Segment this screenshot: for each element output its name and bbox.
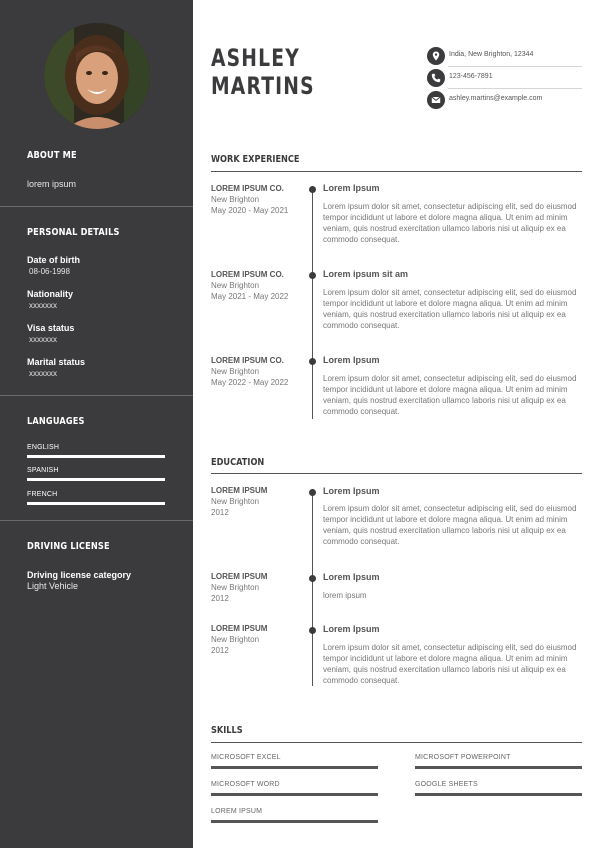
contact-address bbox=[427, 46, 582, 68]
skill-level-fill bbox=[415, 793, 582, 796]
language-level-fill bbox=[27, 502, 165, 505]
skill-level-bar bbox=[415, 766, 582, 769]
visa-label: Visa status bbox=[27, 323, 75, 333]
marital-value: xxxxxxx bbox=[29, 369, 57, 378]
company-name: LOREM IPSUM CO. bbox=[211, 270, 284, 279]
skill-level-bar bbox=[211, 766, 378, 769]
timeline-dot bbox=[309, 575, 316, 582]
language-level-fill bbox=[27, 478, 165, 481]
skill-level-bar bbox=[211, 793, 378, 796]
job-description: Lorem ipsum dolor sit amet, consectetur adipiscing elit, sed do eiusmod tempor incididunt ut labore et dolore magna aliqua. Ut enim ad minim veniam, quis nostrud exercitation ullamco laboris nisi ut aliquip ex ea commodo consequat. bbox=[323, 288, 577, 330]
section-divider bbox=[211, 742, 582, 743]
section-divider bbox=[211, 171, 582, 172]
skill-level-fill bbox=[211, 793, 378, 796]
profile-photo bbox=[44, 23, 150, 129]
company-location: New Brighton bbox=[211, 367, 260, 376]
education-entry-meta bbox=[211, 486, 306, 517]
job-description: Lorem ipsum dolor sit amet, consectetur adipiscing elit, sed do eiusmod tempor incididunt ut labore et dolore magna aliqua. Ut enim ad minim veniam, quis nostrud exercitation ullamco laboris nisi ut aliquip ex ea commodo consequat. bbox=[323, 374, 577, 416]
dob-label: Date of birth bbox=[27, 255, 80, 265]
graduation-year: 2012 bbox=[211, 594, 229, 603]
section-divider bbox=[211, 473, 582, 474]
language-level-bar bbox=[27, 478, 165, 481]
timeline-dot bbox=[309, 358, 316, 365]
company-name: LOREM IPSUM CO. bbox=[211, 356, 284, 365]
work-timeline bbox=[312, 186, 313, 419]
language-name: FRENCH bbox=[27, 491, 58, 498]
sidebar bbox=[0, 0, 193, 848]
divider bbox=[0, 520, 193, 521]
education-entry-meta bbox=[211, 572, 306, 603]
graduation-year: 2012 bbox=[211, 508, 229, 517]
about-heading: ABOUT ME bbox=[27, 150, 77, 161]
nationality-label: Nationality bbox=[27, 289, 74, 299]
skill-name: MICROSOFT POWERPOINT bbox=[415, 754, 511, 761]
company-name: LOREM IPSUM CO. bbox=[211, 184, 284, 193]
skills-heading: SKILLS bbox=[211, 725, 243, 736]
skill-level-bar bbox=[211, 820, 378, 823]
marital-label: Marital status bbox=[27, 357, 86, 367]
license-category-value: Light Vehicle bbox=[27, 581, 79, 591]
phone-text: 123-456-7891 bbox=[449, 73, 493, 80]
phone-icon bbox=[427, 69, 445, 87]
location-pin-icon bbox=[427, 47, 445, 65]
divider bbox=[0, 395, 193, 396]
degree-title: Lorem Ipsum bbox=[323, 486, 380, 496]
contact-email bbox=[427, 90, 582, 112]
skill-level-fill bbox=[211, 766, 378, 769]
skill-name: GOOGLE SHEETS bbox=[415, 781, 478, 788]
degree-title: Lorem Ipsum bbox=[323, 624, 380, 634]
employment-dates: May 2020 - May 2021 bbox=[211, 206, 289, 215]
last-name: MARTINS bbox=[211, 72, 315, 100]
timeline-dot bbox=[309, 272, 316, 279]
skill-level-fill bbox=[415, 766, 582, 769]
skill-name: LOREM IPSUM bbox=[211, 808, 263, 815]
license-category-label: Driving license category bbox=[27, 570, 132, 580]
about-text: lorem ipsum bbox=[27, 179, 77, 189]
degree-description: lorem ipsum bbox=[323, 591, 367, 600]
job-title: Lorem ipsum sit am bbox=[323, 269, 409, 279]
education-heading: EDUCATION bbox=[211, 457, 265, 468]
company-location: New Brighton bbox=[211, 281, 260, 290]
email-text[interactable]: ashley.martins@example.com bbox=[449, 95, 543, 102]
education-timeline bbox=[312, 489, 313, 686]
timeline-dot bbox=[309, 186, 316, 193]
language-level-fill bbox=[27, 455, 165, 458]
language-name: ENGLISH bbox=[27, 444, 60, 451]
job-description: Lorem ipsum dolor sit amet, consectetur adipiscing elit, sed do eiusmod tempor incididunt ut labore et dolore magna aliqua. Ut enim ad minim veniam, quis nostrud exercitation ullamco laboris nisi ut aliquip ex ea commodo consequat. bbox=[323, 202, 577, 244]
divider bbox=[0, 206, 193, 207]
job-title: Lorem Ipsum bbox=[323, 183, 380, 193]
skill-name: MICROSOFT EXCEL bbox=[211, 754, 281, 761]
employment-dates: May 2021 - May 2022 bbox=[211, 292, 289, 301]
language-level-bar bbox=[27, 455, 165, 458]
education-entry-meta bbox=[211, 624, 306, 655]
school-location: New Brighton bbox=[211, 635, 260, 644]
company-location: New Brighton bbox=[211, 195, 260, 204]
work-entry-meta bbox=[211, 356, 306, 387]
degree-description: Lorem ipsum dolor sit amet, consectetur adipiscing elit, sed do eiusmod tempor incididunt ut labore et dolore magna aliqua. Ut enim ad minim veniam, quis nostrud exercitation ullamco laboris nisi ut aliquip ex ea commodo consequat. bbox=[323, 504, 577, 546]
work-experience-heading: WORK EXPERIENCE bbox=[211, 154, 300, 165]
timeline-dot bbox=[309, 489, 316, 496]
email-icon bbox=[427, 91, 445, 109]
work-entry-meta bbox=[211, 184, 306, 215]
skill-name: MICROSOFT WORD bbox=[211, 781, 280, 788]
visa-value: xxxxxxx bbox=[29, 335, 57, 344]
personal-details-heading: PERSONAL DETAILS bbox=[27, 227, 120, 238]
skill-level-fill bbox=[211, 820, 378, 823]
dob-value: 08-06-1998 bbox=[29, 267, 70, 276]
work-entry-meta bbox=[211, 270, 306, 301]
divider bbox=[448, 66, 582, 67]
skill-level-bar bbox=[415, 793, 582, 796]
first-name: ASHLEY bbox=[211, 44, 300, 72]
job-title: Lorem Ipsum bbox=[323, 355, 380, 365]
graduation-year: 2012 bbox=[211, 646, 229, 655]
address-text: India, New Brighton, 12344 bbox=[449, 51, 534, 58]
language-name: SPANISH bbox=[27, 467, 59, 474]
school-location: New Brighton bbox=[211, 497, 260, 506]
languages-heading: LANGUAGES bbox=[27, 416, 85, 427]
contact-phone bbox=[427, 68, 582, 90]
school-name: LOREM IPSUM bbox=[211, 486, 268, 495]
driving-license-heading: DRIVING LICENSE bbox=[27, 541, 110, 552]
school-name: LOREM IPSUM bbox=[211, 572, 268, 581]
language-level-bar bbox=[27, 502, 165, 505]
nationality-value: xxxxxxx bbox=[29, 301, 57, 310]
school-location: New Brighton bbox=[211, 583, 260, 592]
employment-dates: May 2022 - May 2022 bbox=[211, 378, 289, 387]
degree-title: Lorem Ipsum bbox=[323, 572, 380, 582]
school-name: LOREM IPSUM bbox=[211, 624, 268, 633]
degree-description: Lorem ipsum dolor sit amet, consectetur adipiscing elit, sed do eiusmod tempor incididunt ut labore et dolore magna aliqua. Ut enim ad minim veniam, quis nostrud exercitation ullamco laboris nisi ut aliquip ex ea commodo consequat. bbox=[323, 643, 577, 685]
timeline-dot bbox=[309, 627, 316, 634]
divider bbox=[448, 88, 582, 89]
